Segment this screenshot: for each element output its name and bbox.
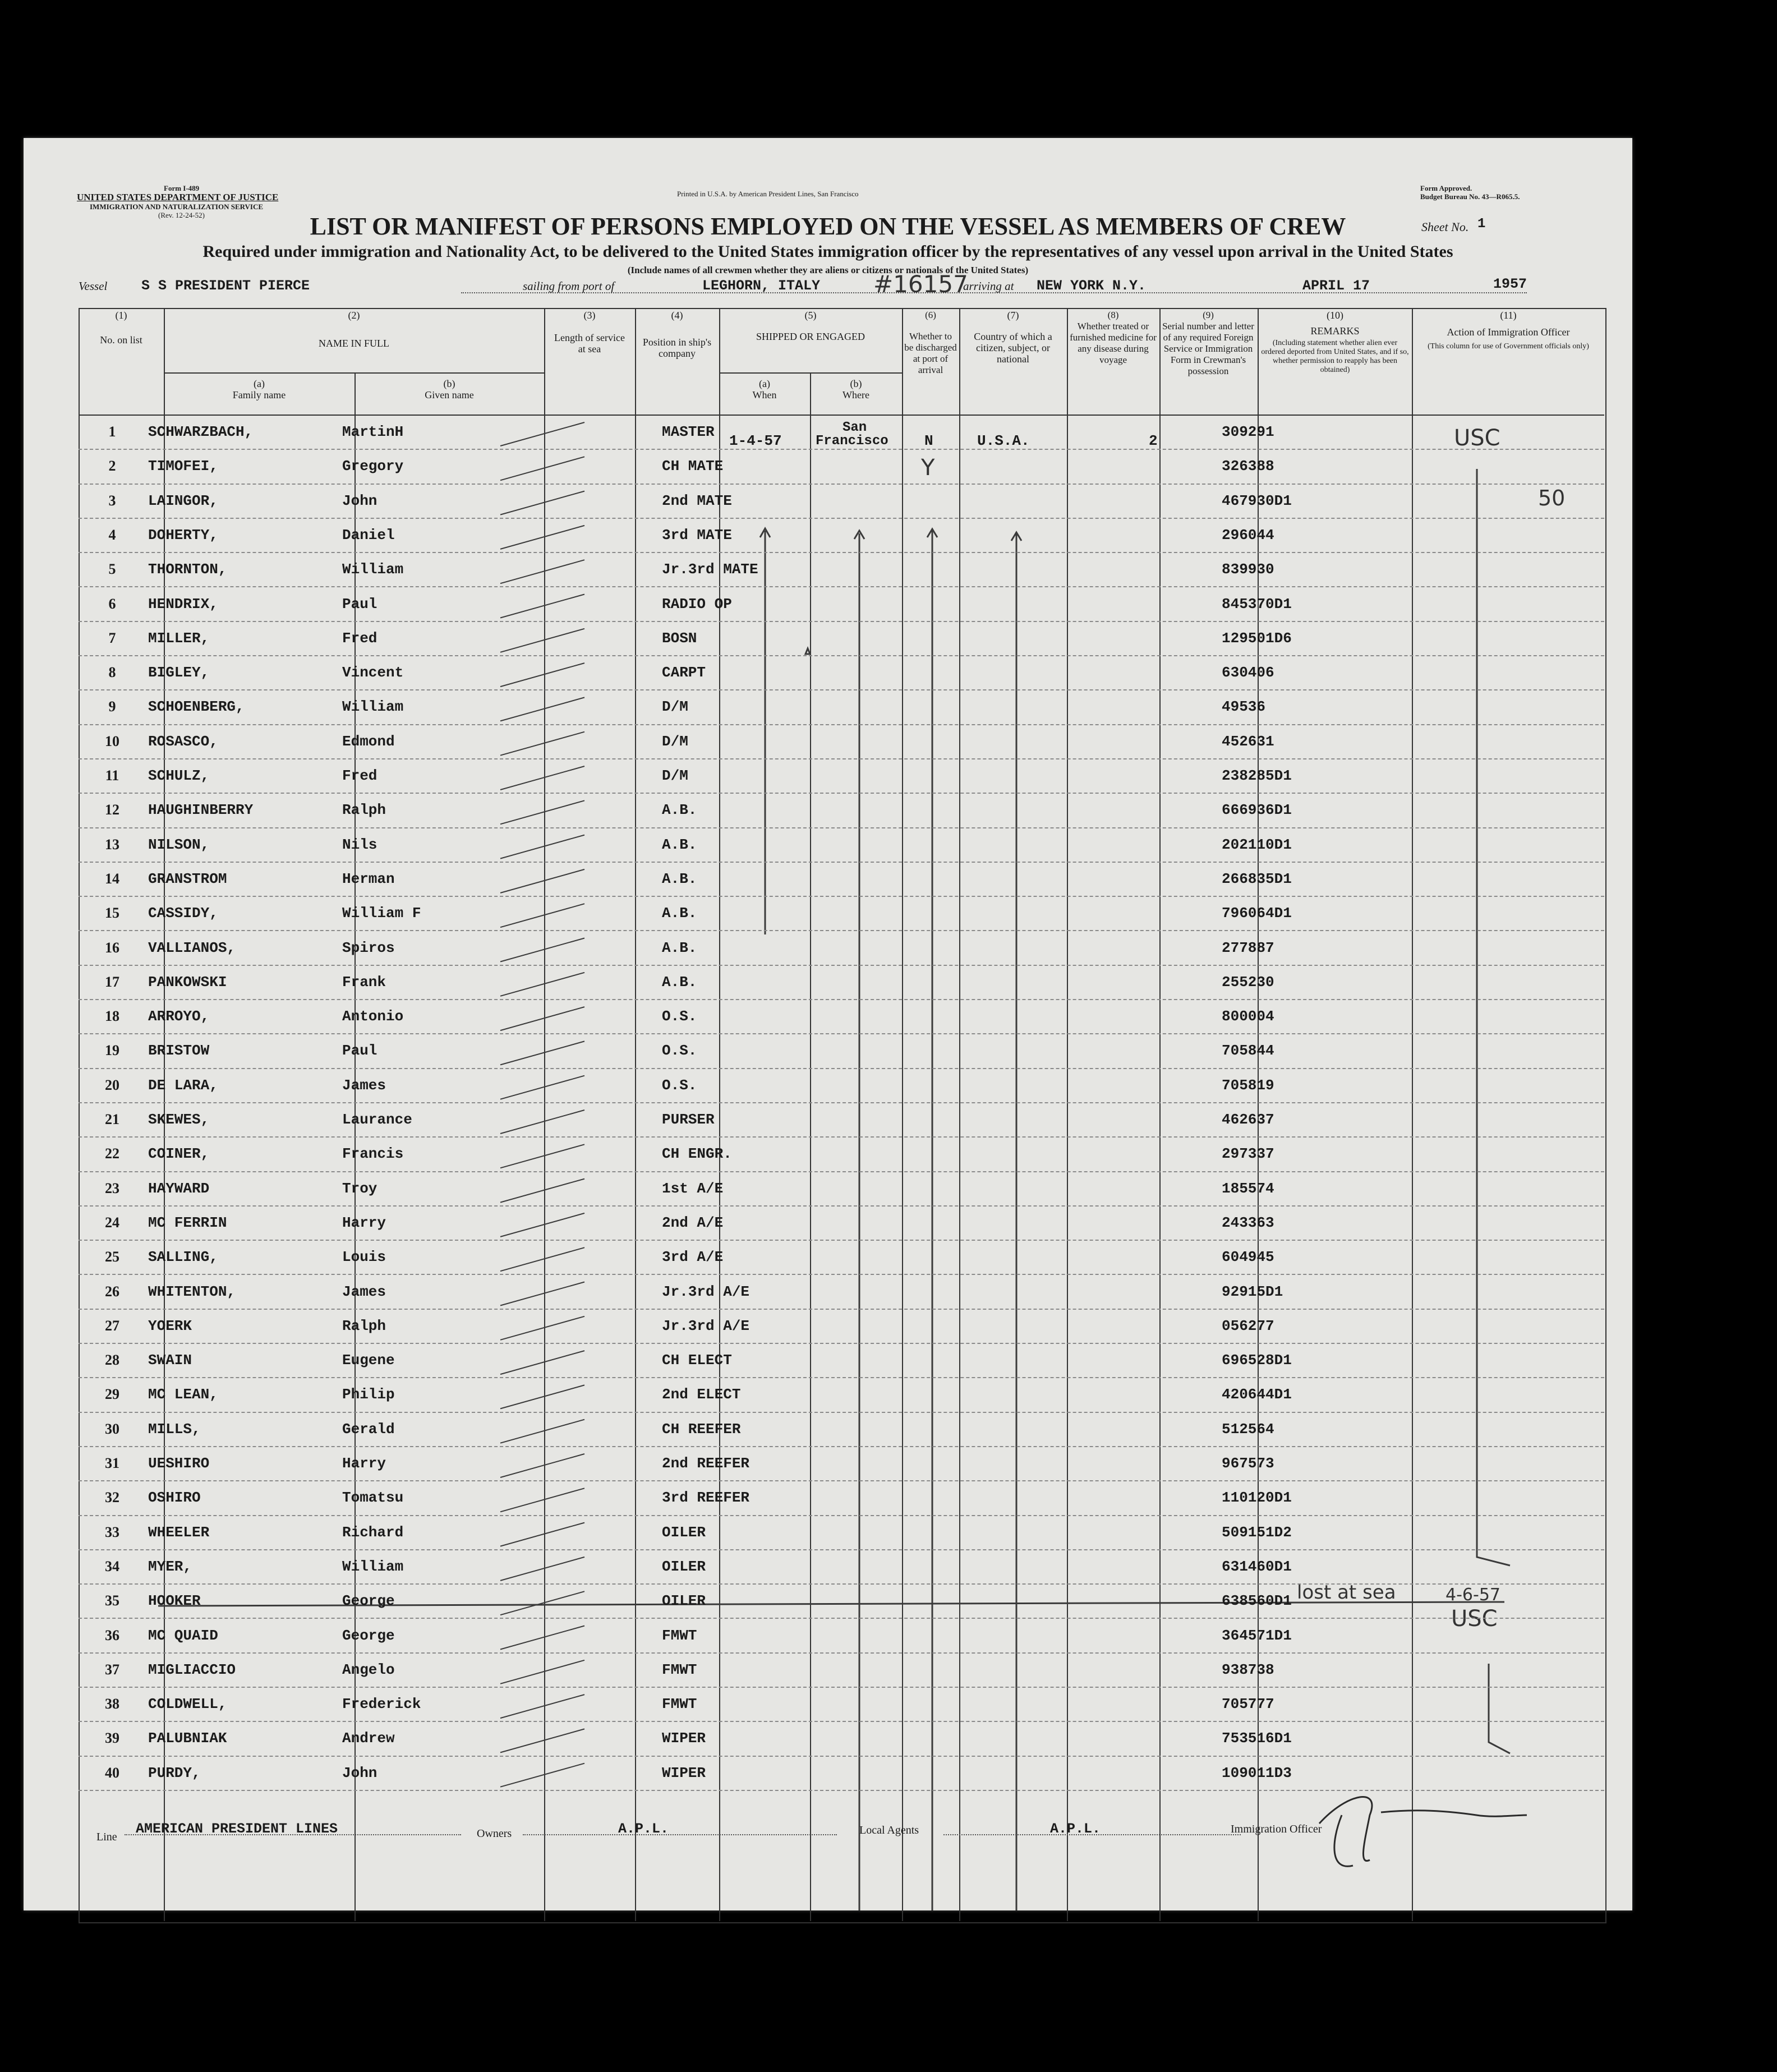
crew-family-name: BIGLEY, [148, 664, 210, 682]
crew-row [79, 1412, 1604, 1447]
crew-no: 30 [105, 1420, 119, 1437]
header-col-2: (2) NAME IN FULL [319, 310, 389, 349]
crew-no: 19 [105, 1042, 119, 1059]
crew-family-name: PANKOWSKI [148, 973, 227, 991]
crew-position: 2nd ELECT [662, 1386, 741, 1403]
crew-family-name: SCHOENBERG, [148, 698, 245, 716]
crew-serial: 185574 [1222, 1180, 1274, 1197]
crew-given-name: Francis [342, 1145, 404, 1163]
crew-given-name: Antonio [342, 1008, 404, 1025]
crew-given-name: Philip [342, 1386, 395, 1403]
crew-serial: 696528D1 [1222, 1352, 1292, 1369]
crew-given-name: Fred [342, 629, 378, 647]
crew-serial: 326388 [1222, 458, 1274, 475]
crew-no: 12 [105, 802, 119, 818]
crew-no: 35 [105, 1592, 119, 1609]
crew-serial: 296044 [1222, 526, 1274, 544]
crew-position: OILER [662, 1523, 706, 1541]
crew-row [79, 1309, 1604, 1344]
sailing-label: sailing from port of [523, 279, 615, 293]
crew-serial: 110120D1 [1222, 1489, 1292, 1507]
crew-row [79, 793, 1604, 828]
crew-serial: 420644D1 [1222, 1386, 1292, 1403]
crew-family-name: VALLIANOS, [148, 939, 236, 956]
crew-position: 2nd REEFER [662, 1455, 750, 1472]
crew-row [79, 689, 1604, 725]
crew-serial: 630406 [1222, 664, 1274, 682]
crew-position: 2nd MATE [662, 492, 732, 509]
header-col-2a: (a) Family name [232, 378, 286, 400]
crew-position: FMWT [662, 1696, 697, 1713]
row1-shipped-when: 1-4-57 [729, 432, 782, 449]
crew-no: 1 [108, 423, 116, 440]
crew-no: 37 [105, 1661, 119, 1678]
crew-family-name: HOOKER [148, 1592, 201, 1610]
crew-given-name: Frank [342, 973, 386, 991]
crew-given-name: MartinH [342, 423, 404, 440]
header-col-5: (5) SHIPPED OR ENGAGED [756, 310, 865, 342]
vessel-name: S S PRESIDENT PIERCE [141, 278, 310, 294]
crew-position: A.B. [662, 905, 697, 922]
crew-position: FMWT [662, 1627, 697, 1644]
header-col-10: (10) REMARKS (Including statement whether alien ever ordered deported from United States, and if so, whether permission to reapply has been obtained) [1261, 310, 1409, 374]
crew-given-name: Paul [342, 1042, 378, 1060]
crew-family-name: UESHIRO [148, 1455, 210, 1472]
crew-serial: 967573 [1222, 1455, 1274, 1472]
manifest-sheet [24, 138, 1632, 1910]
row35-date: 4-6-57 [1445, 1585, 1500, 1605]
crew-given-name: William F [342, 905, 421, 922]
crew-serial: 512564 [1222, 1420, 1274, 1438]
crew-no: 2 [108, 458, 116, 475]
row2-discharge-y: Y [921, 455, 935, 481]
crew-position: 1st A/E [662, 1180, 724, 1197]
owners-name: A.P.L. [618, 1821, 669, 1837]
crew-serial: 452631 [1222, 733, 1274, 750]
printed-by: Printed in U.S.A. by American President Lines, San Francisco [677, 190, 859, 198]
crew-family-name: DE LARA, [148, 1076, 218, 1094]
crew-family-name: YOERK [148, 1317, 192, 1334]
crew-no: 11 [105, 767, 119, 784]
header-col-4: (4) Position in ship's company [642, 310, 712, 359]
crew-row [79, 621, 1604, 656]
crew-no: 22 [105, 1145, 119, 1162]
crew-position: RADIO OP [662, 595, 732, 613]
crew-family-name: ARROYO, [148, 1008, 210, 1025]
crew-family-name: MIGLIACCIO [148, 1661, 236, 1678]
officer-label: Immigration Officer [1231, 1823, 1322, 1835]
header-col-7: (7) Country of which a citizen, subject, or national [974, 310, 1052, 365]
crew-given-name: Paul [342, 595, 378, 613]
crew-no: 32 [105, 1489, 119, 1506]
crew-serial: 509151D2 [1222, 1523, 1292, 1541]
crew-given-name: William [342, 1558, 404, 1575]
crew-given-name: James [342, 1283, 386, 1300]
crew-row [79, 1687, 1604, 1722]
row1-country: U.S.A. [977, 432, 1030, 449]
crew-serial: 796064D1 [1222, 905, 1292, 922]
crew-position: Jr.3rd A/E [662, 1283, 750, 1300]
crew-given-name: Frederick [342, 1696, 421, 1713]
crew-given-name: Troy [342, 1180, 378, 1197]
crew-given-name: Andrew [342, 1730, 395, 1747]
crew-position: WIPER [662, 1730, 706, 1747]
row35-action-usc: USC [1451, 1606, 1498, 1632]
crew-no: 33 [105, 1523, 119, 1540]
crew-row [79, 449, 1604, 484]
crew-row [79, 484, 1604, 519]
crew-position: FMWT [662, 1661, 697, 1678]
crew-position: D/M [662, 767, 688, 784]
port-from: LEGHORN, ITALY [702, 278, 821, 294]
crew-position: A.B. [662, 870, 697, 887]
crew-no: 15 [105, 905, 119, 922]
crew-position: CH REEFER [662, 1420, 741, 1438]
crew-position: A.B. [662, 802, 697, 819]
crew-given-name: Tomatsu [342, 1489, 404, 1507]
crew-given-name: Eugene [342, 1352, 395, 1369]
crew-given-name: Gregory [342, 458, 404, 475]
crew-serial: 056277 [1222, 1317, 1274, 1334]
header-col-8: (8) Whether treated or furnished medicine for any disease during voyage [1070, 310, 1157, 365]
crew-serial: 839930 [1222, 561, 1274, 578]
crew-row [79, 827, 1604, 863]
crew-no: 5 [108, 561, 116, 578]
crew-given-name: James [342, 1076, 386, 1094]
crew-family-name: HAUGHINBERRY [148, 802, 254, 819]
crew-serial: 938738 [1222, 1661, 1274, 1678]
crew-serial: 238285D1 [1222, 767, 1292, 784]
crew-family-name: SCHULZ, [148, 767, 210, 784]
row3-action-50: 50 [1538, 486, 1566, 510]
crew-serial: 638560D1 [1222, 1592, 1292, 1610]
crew-family-name: TIMOFEI, [148, 458, 218, 475]
crew-no: 31 [105, 1455, 119, 1471]
row1-shipped-where-2: Francisco [816, 434, 888, 449]
crew-family-name: CASSIDY, [148, 905, 218, 922]
crew-serial: 753516D1 [1222, 1730, 1292, 1747]
header-col-6: (6) Whether to be discharged at port of arrival [904, 310, 957, 375]
vessel-label: Vessel [79, 279, 108, 293]
crew-given-name: Daniel [342, 526, 395, 544]
crew-serial: 364571D1 [1222, 1627, 1292, 1644]
crew-serial: 129501D6 [1222, 629, 1292, 647]
crew-family-name: MC QUAID [148, 1627, 218, 1644]
crew-serial: 297337 [1222, 1145, 1274, 1163]
crew-serial: 705844 [1222, 1042, 1274, 1060]
line-rule [125, 1834, 461, 1835]
crew-family-name: NILSON, [148, 836, 210, 853]
header-col-1: (1) No. on list [100, 310, 142, 346]
row1-medicine: 2 [1149, 432, 1158, 449]
crew-family-name: DOHERTY, [148, 526, 218, 544]
crew-given-name: George [342, 1627, 395, 1644]
crew-given-name: Richard [342, 1523, 404, 1541]
crew-no: 28 [105, 1352, 119, 1369]
crew-serial: 109011D3 [1222, 1764, 1292, 1781]
crew-family-name: MYER, [148, 1558, 192, 1575]
crew-family-name: SCHWARZBACH, [148, 423, 254, 440]
crew-row [79, 1343, 1604, 1378]
crew-row [79, 1721, 1604, 1756]
crew-position: Jr.3rd MATE [662, 561, 758, 578]
crew-family-name: THORNTON, [148, 561, 227, 578]
crew-serial: 631460D1 [1222, 1558, 1292, 1575]
crew-serial: 705819 [1222, 1076, 1274, 1094]
agency: UNITED STATES DEPARTMENT OF JUSTICE [77, 192, 279, 202]
crew-position: 3rd REEFER [662, 1489, 750, 1507]
header-col-5b: (b) Where [843, 378, 869, 400]
row1-action-usc: USC [1454, 425, 1500, 451]
row1-shipped-where-1: San [843, 420, 867, 435]
crew-row [79, 655, 1604, 690]
crew-no: 13 [105, 836, 119, 853]
crew-no: 8 [108, 664, 116, 681]
port-to: NEW YORK N.Y. [1037, 278, 1147, 294]
crew-row [79, 1068, 1604, 1103]
arrival-year: 1957 [1493, 276, 1527, 292]
service: IMMIGRATION AND NATURALIZATION SERVICE [90, 202, 264, 211]
crew-no: 9 [108, 698, 116, 715]
crew-row [79, 1515, 1604, 1550]
crew-position: CH MATE [662, 458, 724, 475]
crew-no: 17 [105, 973, 119, 990]
crew-family-name: WHEELER [148, 1523, 210, 1541]
sheet-number: 1 [1477, 217, 1486, 232]
crew-position: BOSN [662, 629, 697, 647]
crew-no: 38 [105, 1696, 119, 1712]
crew-family-name: SWAIN [148, 1352, 192, 1369]
crew-serial: 255230 [1222, 973, 1274, 991]
crew-family-name: MILLER, [148, 629, 210, 647]
crew-family-name: COLDWELL, [148, 1696, 227, 1713]
crew-serial: 92915D1 [1222, 1283, 1283, 1300]
crew-no: 14 [105, 870, 119, 887]
owners-label: Owners [477, 1827, 512, 1840]
crew-row [79, 1377, 1604, 1412]
crew-row [79, 931, 1604, 966]
crew-position: 3rd A/E [662, 1249, 724, 1266]
crew-row [79, 862, 1604, 897]
crew-position: WIPER [662, 1764, 706, 1781]
crew-row [79, 518, 1604, 553]
crew-serial: 604945 [1222, 1249, 1274, 1266]
form-approved: Form Approved. [1420, 184, 1472, 192]
crew-no: 7 [108, 629, 116, 646]
crew-given-name: Vincent [342, 664, 404, 682]
crew-position: D/M [662, 698, 688, 716]
crew-family-name: GRANSTROM [148, 870, 227, 887]
crew-given-name: Edmond [342, 733, 395, 750]
crew-no: 18 [105, 1008, 119, 1025]
crew-given-name: Gerald [342, 1420, 395, 1438]
crew-row [79, 1480, 1604, 1516]
crew-family-name: ROSASCO, [148, 733, 218, 750]
crew-no: 4 [108, 526, 116, 543]
agents-rule [943, 1834, 1241, 1835]
crew-no: 36 [105, 1627, 119, 1643]
crew-position: O.S. [662, 1042, 697, 1060]
crew-position: A.B. [662, 939, 697, 956]
crew-row [79, 724, 1604, 759]
crew-given-name: Nils [342, 836, 378, 853]
crew-row [79, 415, 1604, 450]
crew-row [79, 999, 1604, 1034]
crew-position: A.B. [662, 836, 697, 853]
crew-position: O.S. [662, 1076, 697, 1094]
crew-serial: 462637 [1222, 1111, 1274, 1128]
crew-no: 3 [108, 492, 116, 509]
crew-position: MASTER [662, 423, 715, 440]
crew-serial: 202110D1 [1222, 836, 1292, 853]
crew-family-name: MILLS, [148, 1420, 201, 1438]
crew-given-name: Louis [342, 1249, 386, 1266]
crew-serial: 705777 [1222, 1696, 1274, 1713]
crew-row [79, 1274, 1604, 1310]
crew-position: OILER [662, 1592, 706, 1610]
crew-given-name: Spiros [342, 939, 395, 956]
crew-no: 24 [105, 1214, 119, 1231]
crew-position: O.S. [662, 1008, 697, 1025]
crew-no: 29 [105, 1386, 119, 1403]
crew-row [79, 1756, 1604, 1791]
crew-family-name: SALLING, [148, 1249, 218, 1266]
crew-position: CH ENGR. [662, 1145, 732, 1163]
crew-row [79, 1446, 1604, 1481]
crew-serial: 845370D1 [1222, 595, 1292, 613]
crew-position: CH ELECT [662, 1352, 732, 1369]
crew-given-name: William [342, 561, 404, 578]
crew-family-name: BRISTOW [148, 1042, 210, 1060]
crew-position: PURSER [662, 1111, 715, 1128]
crew-position: CARPT [662, 664, 706, 682]
row1-discharge: N [924, 432, 933, 449]
crew-row [79, 896, 1604, 931]
crew-serial: 277887 [1222, 939, 1274, 956]
handwritten-number: #16157 [873, 270, 968, 298]
crew-note: (Include names of all crewmen whether they are aliens or citizens or nationals of the United States) [627, 265, 1029, 275]
crew-given-name: Ralph [342, 802, 386, 819]
crew-no: 40 [105, 1764, 119, 1781]
crew-given-name: John [342, 492, 378, 509]
form-number: Form I-489 [164, 184, 200, 192]
header-col-9: (9) Serial number and letter of any required Foreign Service or Immigration Form in Crewman's possession [1162, 310, 1254, 376]
crew-row [79, 1240, 1604, 1275]
line-label: Line [96, 1831, 117, 1843]
crew-position: OILER [662, 1558, 706, 1575]
crew-family-name: WHITENTON, [148, 1283, 236, 1300]
header-col-11: (11) Action of Immigration Officer (This column for use of Government officials only) [1428, 310, 1589, 351]
crew-family-name: HENDRIX, [148, 595, 218, 613]
crew-no: 26 [105, 1283, 119, 1300]
crew-position: A.B. [662, 973, 697, 991]
crew-given-name: Fred [342, 767, 378, 784]
crew-row [79, 587, 1604, 622]
crew-serial: 467930D1 [1222, 492, 1292, 509]
crew-no: 21 [105, 1111, 119, 1127]
crew-position: D/M [662, 733, 688, 750]
crew-family-name: HAYWARD [148, 1180, 210, 1197]
header-col-3: (3) Length of service at sea [554, 310, 625, 354]
agents-name: A.P.L. [1050, 1821, 1101, 1837]
crew-family-name: MC LEAN, [148, 1386, 218, 1403]
crew-family-name: COINER, [148, 1145, 210, 1163]
crew-no: 39 [105, 1730, 119, 1747]
crew-no: 16 [105, 939, 119, 956]
row35-remark: lost at sea [1297, 1581, 1396, 1604]
crew-row [79, 1136, 1604, 1172]
arriving-label: arriving at [963, 279, 1014, 293]
crew-no: 20 [105, 1076, 119, 1093]
crew-family-name: SKEWES, [148, 1111, 210, 1128]
line-name: AMERICAN PRESIDENT LINES [136, 1821, 338, 1837]
crew-family-name: PURDY, [148, 1764, 201, 1781]
crew-given-name: Harry [342, 1214, 386, 1231]
header-col-2b: (b) Given name [425, 378, 474, 400]
crew-serial: 266835D1 [1222, 870, 1292, 887]
crew-given-name: George [342, 1592, 395, 1610]
crew-position: Jr.3rd A/E [662, 1317, 750, 1334]
crew-position: 2nd A/E [662, 1214, 724, 1231]
crew-row [79, 1618, 1604, 1654]
crew-row [79, 965, 1604, 1000]
crew-serial: 243363 [1222, 1214, 1274, 1231]
crew-given-name: Ralph [342, 1317, 386, 1334]
crew-given-name: John [342, 1764, 378, 1781]
crew-family-name: PALUBNIAK [148, 1730, 227, 1747]
arrival-date: APRIL 17 [1302, 278, 1370, 294]
agents-label: Local Agents [859, 1824, 919, 1836]
crew-given-name: Herman [342, 870, 395, 887]
crew-given-name: Angelo [342, 1661, 395, 1678]
revision: (Rev. 12-24-52) [158, 211, 205, 219]
crew-family-name: OSHIRO [148, 1489, 201, 1507]
crew-serial: 309291 [1222, 423, 1274, 440]
crew-row [79, 1652, 1604, 1688]
budget-bureau: Budget Bureau No. 43—R065.5. [1420, 192, 1520, 201]
crew-row [79, 552, 1604, 587]
crew-no: 27 [105, 1317, 119, 1334]
crew-given-name: William [342, 698, 404, 716]
crew-serial: 666936D1 [1222, 802, 1292, 819]
sheet-label: Sheet No. [1421, 220, 1469, 234]
crew-serial: 800004 [1222, 1008, 1274, 1025]
crew-family-name: MC FERRIN [148, 1214, 227, 1231]
subtitle: Required under immigration and Nationality Act, to be delivered to the United States immigration officer by the representatives of any vessel upon arrival in the United States [202, 242, 1453, 261]
crew-row [79, 1102, 1604, 1138]
crew-no: 10 [105, 733, 119, 749]
crew-row [79, 1549, 1604, 1585]
crew-given-name: Harry [342, 1455, 386, 1472]
crew-no: 34 [105, 1558, 119, 1574]
crew-serial: 49536 [1222, 698, 1266, 716]
owners-rule [523, 1834, 837, 1835]
crew-row [79, 1583, 1604, 1619]
crew-row [79, 1033, 1604, 1069]
crew-row [79, 1171, 1604, 1207]
crew-row [79, 1205, 1604, 1241]
crew-given-name: Laurance [342, 1111, 412, 1128]
crew-position: 3rd MATE [662, 526, 732, 544]
header-col-5a: (a) When [752, 378, 777, 400]
crew-no: 23 [105, 1180, 119, 1196]
page-title: LIST OR MANIFEST OF PERSONS EMPLOYED ON THE VESSEL AS MEMBERS OF CREW [310, 213, 1346, 240]
crew-no: 6 [108, 595, 116, 612]
crew-row [79, 758, 1604, 794]
crew-no: 25 [105, 1249, 119, 1265]
crew-family-name: LAINGOR, [148, 492, 218, 509]
